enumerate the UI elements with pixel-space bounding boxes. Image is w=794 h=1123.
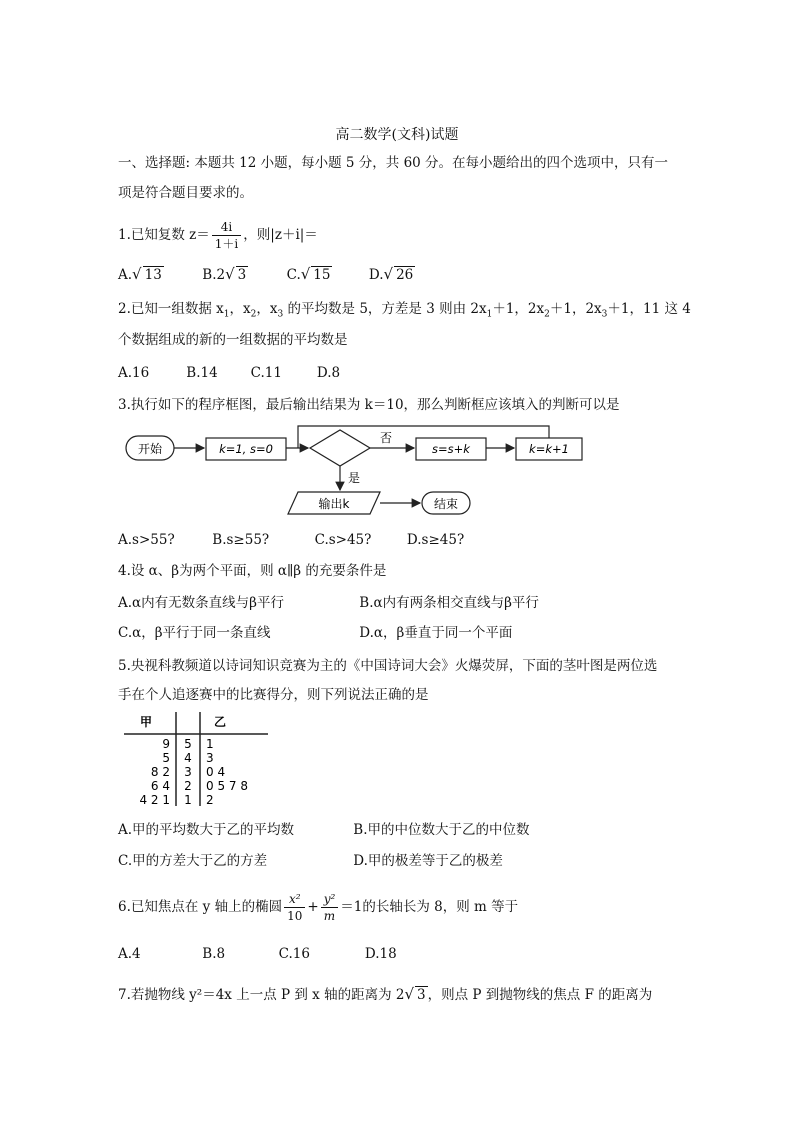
- q5-options-row2: [118, 851, 503, 871]
- stem-leaf-left: 6 4: [150, 779, 170, 793]
- stem-value: 4: [184, 751, 192, 765]
- q6-option-c: C.16: [278, 946, 310, 962]
- q2-option-b: B.14: [186, 365, 218, 381]
- stem-leaf-right: 3: [206, 751, 214, 765]
- question-4: 4.设 α、β为两个平面，则 α∥β 的充要条件是: [118, 563, 387, 579]
- q4-option-a: A.α内有无数条直线与β平行: [118, 595, 284, 611]
- question-7: 7.若抛物线 y²＝4x 上一点 P 到 x 轴的距离为 2√ 3 ，则点 P 到抛物线的焦点 F 的距离为: [118, 985, 653, 1003]
- q1-fraction: [212, 219, 241, 252]
- question-1: [118, 218, 318, 252]
- q5-option-d: D.甲的极差等于乙的极差: [353, 853, 503, 869]
- q1-option-c: C.√ 15: [286, 265, 331, 283]
- flow-output-label: 输出k: [318, 497, 350, 511]
- stem-leaf-left: 9: [162, 737, 170, 751]
- q1-frac-num: 4i: [212, 219, 241, 236]
- q2-option-c: C.11: [250, 365, 282, 381]
- q4-option-d: D.α，β垂直于同一个平面: [359, 625, 513, 641]
- q1-frac-den: 1＋i: [214, 237, 239, 251]
- q1-options: [118, 264, 415, 285]
- question-3: 3.执行如下的程序框图，最后输出结果为 k＝10，那么判断框应该填入的判断可以是: [118, 397, 620, 413]
- flow-init-label: k=1, s=0: [219, 442, 273, 456]
- q3-option-c: C.s>45?: [314, 532, 372, 548]
- q4-option-c: C.α，β平行于同一条直线: [118, 625, 271, 641]
- q1-option-b: B.2√ 3: [202, 265, 247, 283]
- flowchart: [118, 424, 593, 526]
- stem-leaf-left: 4 2 1: [139, 793, 170, 807]
- q2-option-a: A.16: [118, 365, 150, 381]
- q5-option-a: A.甲的平均数大于乙的平均数: [118, 822, 295, 838]
- q6-options: [118, 944, 397, 964]
- question-5-line2: 手在个人追逐赛中的比赛得分，则下列说法正确的是: [118, 687, 429, 703]
- q6-fraction-y: $\frac{\text{y²}}{m}$: [321, 891, 339, 924]
- stem-leaf-right: 1: [206, 737, 214, 751]
- q4-option-b: B.α内有两条相交直线与β平行: [359, 595, 539, 611]
- stem-value: 5: [184, 737, 192, 751]
- question-2-line2: 个数据组成的新的一组数据的平均数是: [118, 332, 348, 348]
- stem-leaf-left: 8 2: [150, 765, 170, 779]
- flow-yes-label: 是: [348, 471, 361, 485]
- page-title: 高二数学(文科)试题: [335, 127, 459, 143]
- section-instruction-line2: 项是符合题目要求的。: [118, 185, 253, 201]
- q2-options: [118, 363, 340, 383]
- section-instruction-line1: 一、选择题: 本题共 12 小题，每小题 5 分，共 60 分。在每小题给出的四个选项中，只有一: [118, 155, 669, 171]
- q6-option-d: D.18: [364, 946, 397, 962]
- question-6: 6.已知焦点在 y 轴上的椭圆 $\frac{\text{x²}}{10}$ + $\frac{\text{y²}}{m}$ ＝1的长轴长为 8，则 m 等于: [118, 892, 519, 923]
- flow-update-s-label: s=s+k: [432, 442, 470, 456]
- question-5-line1: 5.央视科教频道以诗词知识竞赛为主的《中国诗词大会》火爆荧屏，下面的茎叶图是两位选: [118, 658, 658, 674]
- flow-end-label: 结束: [433, 497, 459, 511]
- q1-prefix: 1.已知复数 z＝: [118, 227, 210, 243]
- stem-value: 2: [184, 779, 192, 793]
- q4-options-row1: [118, 593, 539, 613]
- flow-update-k-label: k=k+1: [529, 442, 569, 456]
- flow-decision-node: [310, 430, 370, 466]
- q5-option-c: C.甲的方差大于乙的方差: [118, 853, 268, 869]
- q3-option-b: B.s≥55?: [212, 532, 270, 548]
- stem-rows: [139, 737, 248, 807]
- stem-leaf-right: 2: [206, 793, 214, 807]
- stem-leaf-plot: [120, 712, 280, 808]
- stem-right-header: 乙: [213, 715, 227, 729]
- q5-option-b: B.甲的中位数大于乙的中位数: [353, 822, 530, 838]
- q6-option-b: B.8: [202, 946, 226, 962]
- stem-left-header: 甲: [139, 715, 153, 729]
- q3-option-d: D.s≥45?: [406, 532, 465, 548]
- stem-leaf-right: 0 5 7 8: [206, 779, 248, 793]
- q6-fraction-x: $\frac{\text{x²}}{10}$: [284, 891, 305, 924]
- q3-options: [118, 530, 464, 550]
- q5-options-row1: [118, 820, 530, 840]
- question-2-line1: 2.已知一组数据 $x_1$，$x_2$，$x_3$ 的平均数是 5，方差是 3 则由 $2x_1+1$，$2x_2+1$，$2x_3+1$，11 这 4: [118, 301, 691, 320]
- stem-leaf-right: 0 4: [206, 765, 226, 779]
- q4-options-row2: [118, 623, 512, 643]
- q3-option-a: A.s>55?: [118, 532, 175, 548]
- q1-option-d: D.√ 26: [368, 265, 414, 283]
- stem-value: 1: [184, 793, 192, 807]
- q1-option-a: A.√ 13: [118, 265, 162, 283]
- flow-no-label: 否: [380, 431, 393, 445]
- stem-value: 3: [184, 765, 192, 779]
- flow-start-label: 开始: [137, 442, 163, 456]
- q6-option-a: A.4: [118, 946, 141, 962]
- stem-leaf-left: 5: [162, 751, 170, 765]
- q2-option-d: D.8: [316, 365, 341, 381]
- q1-suffix: ，则|z＋i|＝: [243, 227, 318, 243]
